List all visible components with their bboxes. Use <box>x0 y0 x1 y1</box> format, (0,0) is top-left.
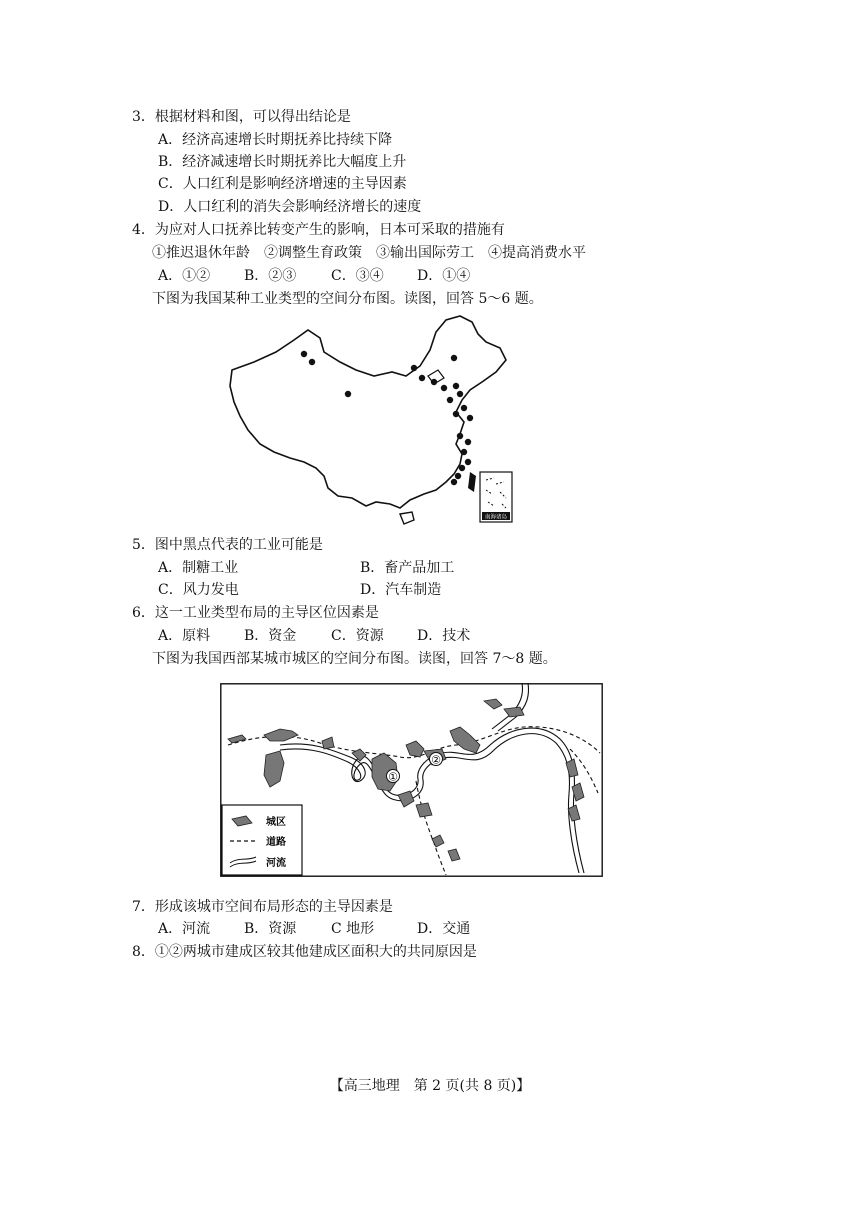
q4-option-b: B．②③ <box>244 268 297 284</box>
industry-dot <box>455 473 461 479</box>
q6-option-c: C．资源 <box>331 628 384 644</box>
industry-dot <box>451 355 457 361</box>
legend-river-label: 河流 <box>266 858 286 869</box>
inset-label: 南海诸岛 <box>484 514 508 521</box>
industry-dot <box>467 415 473 421</box>
industry-dot <box>457 391 463 397</box>
q5-option-d: D．汽车制造 <box>360 582 442 598</box>
q6-option-d: D．技术 <box>417 628 471 644</box>
industry-dot <box>419 375 425 381</box>
china-outline <box>230 316 506 508</box>
q3-option-b: B．经济减速增长时期抚养比大幅度上升 <box>158 154 407 170</box>
industry-dot <box>465 459 471 465</box>
industry-dot <box>461 405 467 411</box>
q3-option-d: D．人口红利的消失会影响经济增长的速度 <box>158 199 422 215</box>
industry-dot <box>461 449 467 455</box>
industry-dot <box>345 391 351 397</box>
q4-measures: ①推迟退休年龄 ②调整生育政策 ③输出国际劳工 ④提高消费水平 <box>152 245 586 261</box>
industry-dot <box>459 465 465 471</box>
hainan-island <box>400 512 414 524</box>
q5-stem: 5．图中黑点代表的工业可能是 <box>132 537 323 553</box>
industry-dot <box>451 479 457 485</box>
q6-option-a: A．原料 <box>158 628 211 644</box>
q6-stem: 6．这一工业类型布局的主导区位因素是 <box>132 605 379 621</box>
q5-option-b: B．畜产品加工 <box>360 560 455 576</box>
legend-road-label: 道路 <box>266 837 286 848</box>
industry-dot <box>453 411 459 417</box>
industry-dot <box>447 397 453 403</box>
industry-dot <box>441 385 447 391</box>
industry-dot <box>465 439 471 445</box>
map-legend <box>222 805 302 875</box>
q7-option-d: D．交通 <box>417 921 471 937</box>
page-footer: 【高三地理 第 2 页(共 8 页)】 <box>329 1078 531 1094</box>
q3-stem: 3．根据材料和图，可以得出结论是 <box>132 109 351 125</box>
q4-option-c: C．③④ <box>331 268 384 284</box>
q7-stem: 7．形成该城市空间布局形态的主导因素是 <box>132 899 393 915</box>
q5-option-c: C．风力发电 <box>158 582 239 598</box>
q3-option-a: A．经济高速增长时期抚养比持续下降 <box>158 132 393 148</box>
city-2-label: ② <box>431 753 441 767</box>
q3-option-c: C．人口红利是影响经济增速的主导因素 <box>158 176 407 192</box>
industry-dot <box>431 379 437 385</box>
q6-option-b: B．资金 <box>244 628 297 644</box>
intro-q5-6: 下图为我国某种工业类型的空间分布图。读图，回答 5～6 题。 <box>152 291 543 307</box>
industry-dot <box>309 359 315 365</box>
q4-option-a: A．①② <box>158 268 211 284</box>
legend-urban-label: 城区 <box>266 817 286 828</box>
q7-option-c: C 地形 <box>331 921 375 937</box>
q8-stem: 8．①②两城市建成区较其他建成区面积大的共同原因是 <box>132 944 477 960</box>
industry-dot <box>301 351 307 357</box>
q4-option-d: D．①④ <box>417 268 471 284</box>
taiwan-island <box>468 472 476 492</box>
industry-dot <box>411 365 417 371</box>
q7-option-b: B．资源 <box>244 921 297 937</box>
industry-dot <box>453 383 459 389</box>
city-urban-map <box>220 683 603 877</box>
q7-option-a: A．河流 <box>158 921 211 937</box>
q5-option-a: A．制糖工业 <box>158 560 239 576</box>
china-industry-map <box>224 312 524 528</box>
intro-q7-8: 下图为我国西部某城市城区的空间分布图。读图，回答 7～8 题。 <box>152 651 557 667</box>
industry-dot <box>457 433 463 439</box>
q4-stem: 4．为应对人口抚养比转变产生的影响，日本可采取的措施有 <box>132 222 505 238</box>
city-1-label: ① <box>388 770 398 784</box>
south-china-sea-inset <box>480 472 512 522</box>
